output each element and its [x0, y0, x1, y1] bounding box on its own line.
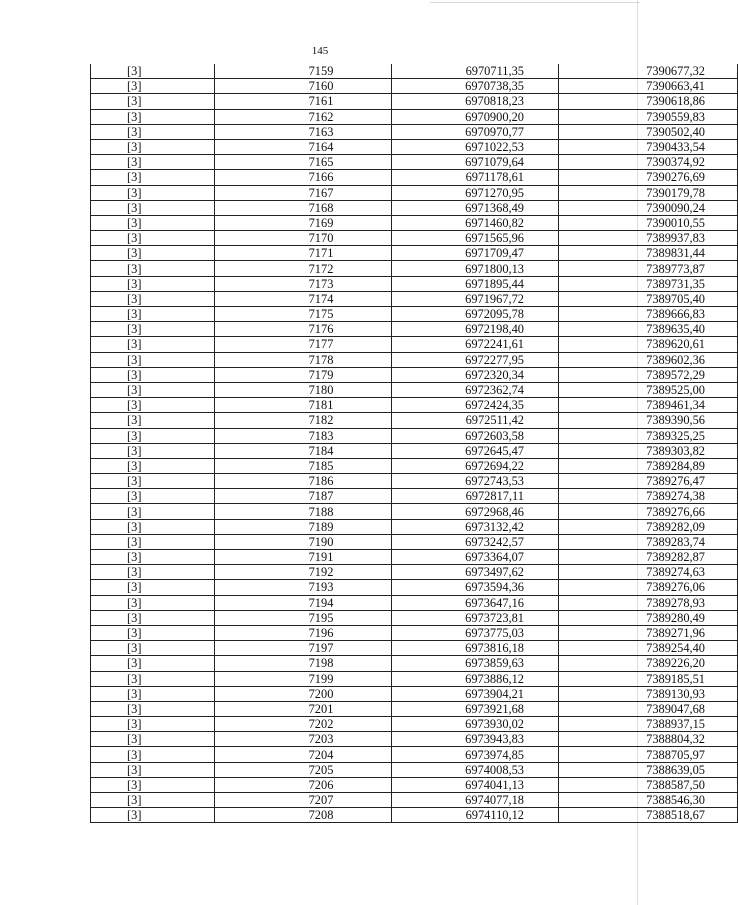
table-row: [91, 170, 738, 185]
cell-code: [3]: [91, 458, 215, 473]
table-row: [91, 109, 738, 124]
cell-y-coordinate: 7388546,30: [559, 793, 738, 808]
cell-x-coordinate: 6973723,81: [392, 610, 559, 625]
cell-y-coordinate: 7388804,32: [559, 732, 738, 747]
cell-x-coordinate: 6971565,96: [392, 231, 559, 246]
cell-point-number: 7183: [215, 428, 392, 443]
cell-y-coordinate: 7389937,83: [559, 231, 738, 246]
cell-code: [3]: [91, 701, 215, 716]
cell-x-coordinate: 6972424,35: [392, 398, 559, 413]
cell-y-coordinate: 7390433,54: [559, 139, 738, 154]
table-row: [91, 474, 738, 489]
table-row: [91, 641, 738, 656]
cell-y-coordinate: 7388639,05: [559, 762, 738, 777]
cell-point-number: 7161: [215, 94, 392, 109]
table-row: [91, 367, 738, 382]
cell-y-coordinate: 7390090,24: [559, 200, 738, 215]
table-row: [91, 717, 738, 732]
table-row: [91, 322, 738, 337]
cell-point-number: 7174: [215, 291, 392, 306]
cell-x-coordinate: 6972198,40: [392, 322, 559, 337]
cell-x-coordinate: 6972241,61: [392, 337, 559, 352]
table-row: [91, 428, 738, 443]
table-row: [91, 276, 738, 291]
cell-y-coordinate: 7389276,66: [559, 504, 738, 519]
cell-x-coordinate: 6971368,49: [392, 200, 559, 215]
table-row: [91, 610, 738, 625]
cell-y-coordinate: 7389282,87: [559, 550, 738, 565]
cell-y-coordinate: 7390663,41: [559, 79, 738, 94]
cell-y-coordinate: 7389185,51: [559, 671, 738, 686]
table-row: [91, 793, 738, 808]
table-row: [91, 291, 738, 306]
cell-x-coordinate: 6970818,23: [392, 94, 559, 109]
cell-point-number: 7165: [215, 155, 392, 170]
cell-point-number: 7201: [215, 701, 392, 716]
cell-code: [3]: [91, 671, 215, 686]
cell-y-coordinate: 7389731,35: [559, 276, 738, 291]
table-row: [91, 155, 738, 170]
cell-x-coordinate: 6972817,11: [392, 489, 559, 504]
cell-y-coordinate: 7390010,55: [559, 215, 738, 230]
cell-code: [3]: [91, 489, 215, 504]
cell-y-coordinate: 7389282,09: [559, 519, 738, 534]
cell-point-number: 7160: [215, 79, 392, 94]
table-row: [91, 382, 738, 397]
table-row: [91, 458, 738, 473]
cell-y-coordinate: 7389303,82: [559, 443, 738, 458]
cell-x-coordinate: 6974041,13: [392, 777, 559, 792]
cell-y-coordinate: 7390559,83: [559, 109, 738, 124]
table-row: [91, 337, 738, 352]
cell-point-number: 7184: [215, 443, 392, 458]
cell-x-coordinate: 6972511,42: [392, 413, 559, 428]
cell-code: [3]: [91, 185, 215, 200]
cell-x-coordinate: 6971709,47: [392, 246, 559, 261]
table-row: [91, 94, 738, 109]
cell-x-coordinate: 6973930,02: [392, 717, 559, 732]
cell-code: [3]: [91, 367, 215, 382]
cell-y-coordinate: 7388705,97: [559, 747, 738, 762]
cell-code: [3]: [91, 382, 215, 397]
cell-x-coordinate: 6973132,42: [392, 519, 559, 534]
table-row: [91, 686, 738, 701]
cell-y-coordinate: 7389461,34: [559, 398, 738, 413]
table-row: [91, 443, 738, 458]
page-number: 145: [311, 45, 329, 57]
cell-code: [3]: [91, 139, 215, 154]
cell-code: [3]: [91, 109, 215, 124]
cell-code: [3]: [91, 504, 215, 519]
cell-x-coordinate: 6973364,07: [392, 550, 559, 565]
cell-x-coordinate: 6973647,16: [392, 595, 559, 610]
cell-x-coordinate: 6972603,58: [392, 428, 559, 443]
cell-point-number: 7195: [215, 610, 392, 625]
table-row: [91, 550, 738, 565]
table-row: [91, 595, 738, 610]
cell-point-number: 7162: [215, 109, 392, 124]
cell-code: [3]: [91, 64, 215, 79]
cell-point-number: 7178: [215, 352, 392, 367]
cell-y-coordinate: 7389525,00: [559, 382, 738, 397]
cell-y-coordinate: 7389666,83: [559, 307, 738, 322]
cell-code: [3]: [91, 322, 215, 337]
cell-code: [3]: [91, 200, 215, 215]
cell-code: [3]: [91, 641, 215, 656]
coordinates-table-body: [91, 64, 738, 823]
cell-y-coordinate: 7389572,29: [559, 367, 738, 382]
table-row: [91, 64, 738, 79]
cell-x-coordinate: 6971178,61: [392, 170, 559, 185]
cell-point-number: 7164: [215, 139, 392, 154]
cell-y-coordinate: 7390618,86: [559, 94, 738, 109]
cell-point-number: 7203: [215, 732, 392, 747]
cell-code: [3]: [91, 94, 215, 109]
cell-point-number: 7196: [215, 625, 392, 640]
cell-point-number: 7185: [215, 458, 392, 473]
cell-x-coordinate: 6973775,03: [392, 625, 559, 640]
cell-x-coordinate: 6971800,13: [392, 261, 559, 276]
cell-point-number: 7173: [215, 276, 392, 291]
cell-point-number: 7172: [215, 261, 392, 276]
table-row: [91, 808, 738, 823]
table-row: [91, 231, 738, 246]
cell-x-coordinate: 6973974,85: [392, 747, 559, 762]
cell-code: [3]: [91, 261, 215, 276]
table-row: [91, 762, 738, 777]
cell-point-number: 7176: [215, 322, 392, 337]
cell-point-number: 7181: [215, 398, 392, 413]
cell-x-coordinate: 6970900,20: [392, 109, 559, 124]
table-row: [91, 534, 738, 549]
cell-code: [3]: [91, 352, 215, 367]
cell-code: [3]: [91, 595, 215, 610]
cell-code: [3]: [91, 246, 215, 261]
cell-y-coordinate: 7389274,63: [559, 565, 738, 580]
cell-point-number: 7205: [215, 762, 392, 777]
table-row: [91, 307, 738, 322]
cell-code: [3]: [91, 808, 215, 823]
cell-point-number: 7204: [215, 747, 392, 762]
cell-code: [3]: [91, 656, 215, 671]
cell-code: [3]: [91, 124, 215, 139]
cell-y-coordinate: 7390179,78: [559, 185, 738, 200]
table-row: [91, 261, 738, 276]
cell-point-number: 7207: [215, 793, 392, 808]
cell-code: [3]: [91, 534, 215, 549]
cell-x-coordinate: 6971460,82: [392, 215, 559, 230]
cell-y-coordinate: 7389226,20: [559, 656, 738, 671]
table-row: [91, 489, 738, 504]
cell-code: [3]: [91, 170, 215, 185]
cell-x-coordinate: 6973904,21: [392, 686, 559, 701]
cell-y-coordinate: 7389325,25: [559, 428, 738, 443]
cell-code: [3]: [91, 747, 215, 762]
cell-point-number: 7188: [215, 504, 392, 519]
cell-y-coordinate: 7389773,87: [559, 261, 738, 276]
cell-code: [3]: [91, 428, 215, 443]
cell-point-number: 7171: [215, 246, 392, 261]
table-row: [91, 215, 738, 230]
coordinates-table: [90, 64, 738, 823]
cell-point-number: 7206: [215, 777, 392, 792]
cell-code: [3]: [91, 610, 215, 625]
cell-code: [3]: [91, 474, 215, 489]
cell-x-coordinate: 6973859,63: [392, 656, 559, 671]
cell-point-number: 7189: [215, 519, 392, 534]
table-row: [91, 777, 738, 792]
cell-code: [3]: [91, 762, 215, 777]
cell-y-coordinate: 7390677,32: [559, 64, 738, 79]
cell-x-coordinate: 6973943,83: [392, 732, 559, 747]
cell-x-coordinate: 6974008,53: [392, 762, 559, 777]
cell-point-number: 7179: [215, 367, 392, 382]
cell-code: [3]: [91, 580, 215, 595]
cell-point-number: 7193: [215, 580, 392, 595]
cell-point-number: 7186: [215, 474, 392, 489]
cell-x-coordinate: 6972743,53: [392, 474, 559, 489]
cell-x-coordinate: 6972968,46: [392, 504, 559, 519]
cell-code: [3]: [91, 686, 215, 701]
cell-x-coordinate: 6973886,12: [392, 671, 559, 686]
cell-y-coordinate: 7389831,44: [559, 246, 738, 261]
cell-x-coordinate: 6973497,62: [392, 565, 559, 580]
cell-point-number: 7170: [215, 231, 392, 246]
cell-x-coordinate: 6970970,77: [392, 124, 559, 139]
cell-x-coordinate: 6972645,47: [392, 443, 559, 458]
cell-point-number: 7202: [215, 717, 392, 732]
cell-code: [3]: [91, 155, 215, 170]
cell-point-number: 7166: [215, 170, 392, 185]
cell-code: [3]: [91, 79, 215, 94]
cell-x-coordinate: 6972694,22: [392, 458, 559, 473]
cell-y-coordinate: 7389280,49: [559, 610, 738, 625]
table-row: [91, 413, 738, 428]
cell-y-coordinate: 7389278,93: [559, 595, 738, 610]
cell-x-coordinate: 6971022,53: [392, 139, 559, 154]
cell-point-number: 7177: [215, 337, 392, 352]
cell-code: [3]: [91, 519, 215, 534]
cell-code: [3]: [91, 777, 215, 792]
cell-point-number: 7163: [215, 124, 392, 139]
cell-code: [3]: [91, 793, 215, 808]
cell-point-number: 7190: [215, 534, 392, 549]
table-row: [91, 124, 738, 139]
cell-code: [3]: [91, 717, 215, 732]
cell-point-number: 7198: [215, 656, 392, 671]
cell-x-coordinate: 6974110,12: [392, 808, 559, 823]
cell-code: [3]: [91, 550, 215, 565]
cell-point-number: 7159: [215, 64, 392, 79]
cell-y-coordinate: 7389276,06: [559, 580, 738, 595]
table-row: [91, 398, 738, 413]
cell-y-coordinate: 7388518,67: [559, 808, 738, 823]
cell-y-coordinate: 7389130,93: [559, 686, 738, 701]
cell-x-coordinate: 6970738,35: [392, 79, 559, 94]
table-row: [91, 352, 738, 367]
cell-y-coordinate: 7389283,74: [559, 534, 738, 549]
cell-code: [3]: [91, 337, 215, 352]
table-row: [91, 200, 738, 215]
cell-code: [3]: [91, 215, 215, 230]
cell-code: [3]: [91, 276, 215, 291]
cell-x-coordinate: 6974077,18: [392, 793, 559, 808]
cell-point-number: 7200: [215, 686, 392, 701]
cell-x-coordinate: 6973594,36: [392, 580, 559, 595]
cell-x-coordinate: 6973816,18: [392, 641, 559, 656]
scan-edge-line: [430, 2, 640, 3]
cell-x-coordinate: 6972362,74: [392, 382, 559, 397]
table-row: [91, 139, 738, 154]
table-row: [91, 519, 738, 534]
cell-point-number: 7182: [215, 413, 392, 428]
cell-y-coordinate: 7389047,68: [559, 701, 738, 716]
table-row: [91, 747, 738, 762]
cell-y-coordinate: 7389254,40: [559, 641, 738, 656]
cell-x-coordinate: 6970711,35: [392, 64, 559, 79]
cell-code: [3]: [91, 443, 215, 458]
cell-code: [3]: [91, 732, 215, 747]
cell-code: [3]: [91, 307, 215, 322]
table-row: [91, 504, 738, 519]
cell-code: [3]: [91, 291, 215, 306]
cell-y-coordinate: 7390502,40: [559, 124, 738, 139]
cell-code: [3]: [91, 565, 215, 580]
cell-point-number: 7169: [215, 215, 392, 230]
cell-y-coordinate: 7389284,89: [559, 458, 738, 473]
cell-point-number: 7199: [215, 671, 392, 686]
cell-x-coordinate: 6972095,78: [392, 307, 559, 322]
cell-code: [3]: [91, 398, 215, 413]
cell-x-coordinate: 6973921,68: [392, 701, 559, 716]
cell-y-coordinate: 7388587,50: [559, 777, 738, 792]
cell-point-number: 7187: [215, 489, 392, 504]
table-row: [91, 625, 738, 640]
cell-point-number: 7194: [215, 595, 392, 610]
cell-point-number: 7175: [215, 307, 392, 322]
cell-code: [3]: [91, 413, 215, 428]
cell-x-coordinate: 6972277,95: [392, 352, 559, 367]
cell-y-coordinate: 7389635,40: [559, 322, 738, 337]
cell-y-coordinate: 7389390,56: [559, 413, 738, 428]
cell-x-coordinate: 6971079,64: [392, 155, 559, 170]
table-row: [91, 732, 738, 747]
cell-code: [3]: [91, 625, 215, 640]
cell-point-number: 7180: [215, 382, 392, 397]
table-row: [91, 246, 738, 261]
cell-point-number: 7197: [215, 641, 392, 656]
cell-point-number: 7168: [215, 200, 392, 215]
cell-point-number: 7208: [215, 808, 392, 823]
cell-x-coordinate: 6973242,57: [392, 534, 559, 549]
table-row: [91, 701, 738, 716]
table-row: [91, 79, 738, 94]
cell-x-coordinate: 6972320,34: [392, 367, 559, 382]
table-row: [91, 580, 738, 595]
cell-x-coordinate: 6971967,72: [392, 291, 559, 306]
table-row: [91, 671, 738, 686]
cell-x-coordinate: 6971895,44: [392, 276, 559, 291]
cell-y-coordinate: 7389276,47: [559, 474, 738, 489]
cell-y-coordinate: 7390374,92: [559, 155, 738, 170]
cell-y-coordinate: 7388937,15: [559, 717, 738, 732]
table-row: [91, 565, 738, 580]
cell-y-coordinate: 7389705,40: [559, 291, 738, 306]
cell-code: [3]: [91, 231, 215, 246]
cell-x-coordinate: 6971270,95: [392, 185, 559, 200]
cell-point-number: 7191: [215, 550, 392, 565]
cell-point-number: 7192: [215, 565, 392, 580]
cell-y-coordinate: 7389620,61: [559, 337, 738, 352]
table-row: [91, 185, 738, 200]
cell-y-coordinate: 7389274,38: [559, 489, 738, 504]
cell-y-coordinate: 7389271,96: [559, 625, 738, 640]
cell-y-coordinate: 7390276,69: [559, 170, 738, 185]
cell-y-coordinate: 7389602,36: [559, 352, 738, 367]
table-row: [91, 656, 738, 671]
cell-point-number: 7167: [215, 185, 392, 200]
